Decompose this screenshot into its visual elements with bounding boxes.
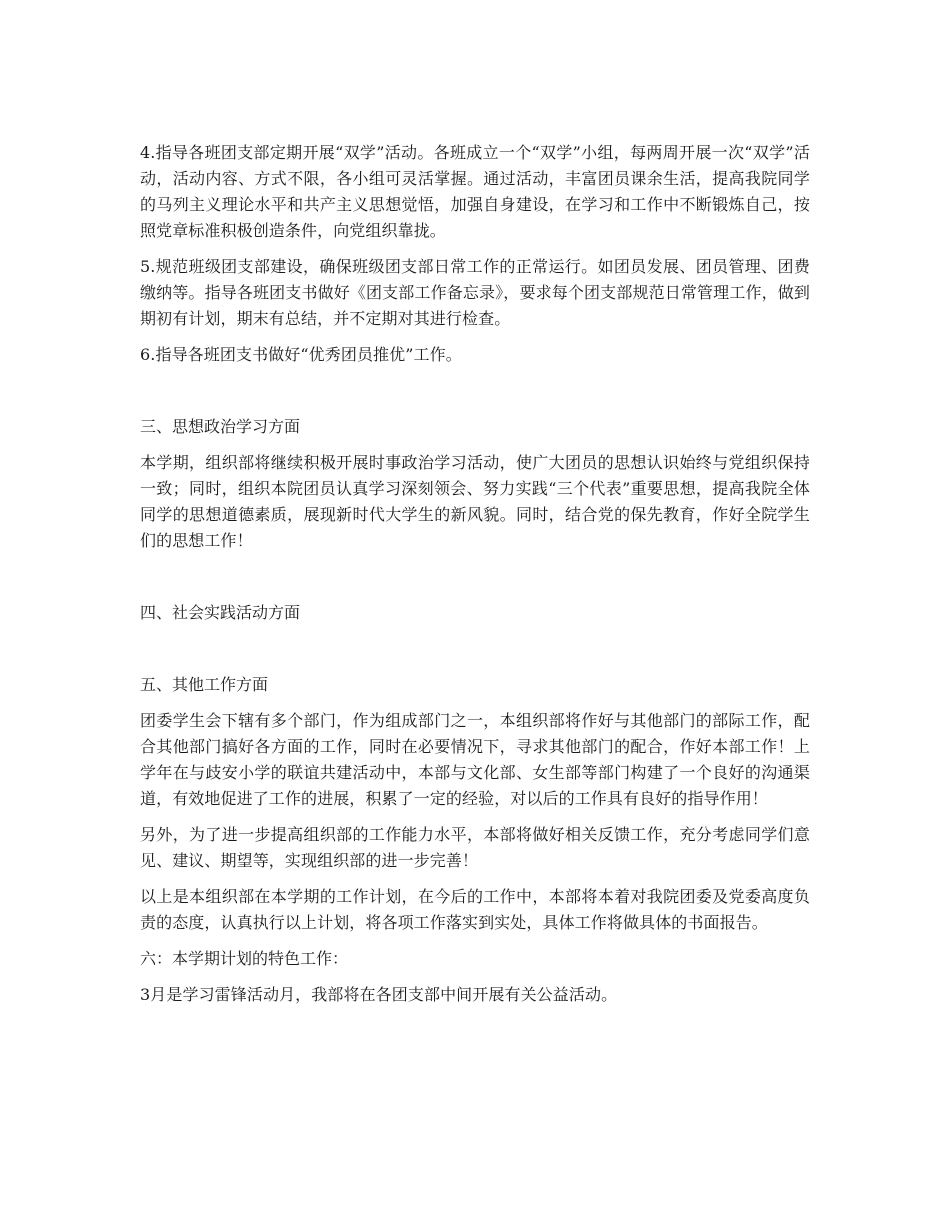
paragraph-summary: 以上是本组织部在本学期的工作计划，在今后的工作中，本部将本着对我院团委及党委高度负责的态度，认真执行以上计划，将各项工作落实到实处，具体工作将做具体的书面报告。	[140, 887, 810, 932]
paragraph-cooperation: 团委学生会下辖有多个部门，作为组成部门之一，本组织部将作好与其他部门的部际工作，配合其他部门搞好各方面的工作，同时在必要情况下，寻求其他部门的配合，作好本部工作！上学年在与歧安小学的联谊共建活动中，本部与文化部、女生部等部门构建了一个良好的沟通渠道，有效地促进了工作的进展，积累了一定的经验，对以后的工作具有良好的指导作用！	[140, 711, 810, 808]
section-heading-social-practice: 四、社会实践活动方面	[140, 603, 301, 622]
document-page	[140, 140, 810, 1008]
paragraph-excellent-member: 6.指导各班团支书做好“优秀团员推优”工作。	[140, 345, 462, 364]
paragraph-ideology: 本学期，组织部将继续积极开展时事政治学习活动，使广大团员的思想认识始终与党组织保持一致；同时，组织本院团员认真学习深刻领会、努力实践“三个代表”重要思想，提高我院全体同学的思想道德素质，展现新时代大学生的新风貌。同时，结合党的保先教育，作好全院学生们的思想工作！	[140, 453, 810, 550]
section-heading-special-work: 六：本学期计划的特色工作：	[140, 949, 349, 968]
section-heading-other-work: 五、其他工作方面	[140, 675, 269, 694]
paragraph-lei-feng: 3月是学习雷锋活动月，我部将在各团支部中间开展有关公益活动。	[140, 985, 618, 1004]
paragraph-shuangxue: 4.指导各班团支部定期开展“双学”活动。各班成立一个“双学”小组，每两周开展一次“双学”活动，活动内容、方式不限，各小组可灵活掌握。通过活动，丰富团员课余生活，提高我院同学的马列主义理论水平和共产主义思想觉悟，加强自身建设，在学习和工作中不断锻炼自己，按照党章标准积极创造条件，向党组织靠拢。	[140, 143, 810, 240]
paragraph-feedback: 另外，为了进一步提高组织部的工作能力水平，本部将做好相关反馈工作，充分考虑同学们意见、建议、期望等，实现组织部的进一步完善！	[140, 825, 810, 870]
section-heading-ideology: 三、思想政治学习方面	[140, 417, 301, 436]
paragraph-branch-building: 5.规范班级团支部建设，确保班级团支部日常工作的正常运行。如团员发展、团员管理、团费缴纳等。指导各班团支书做好《团支部工作备忘录》，要求每个团支部规范日常管理工作，做到期初有计划，期末有总结，并不定期对其进行检查。	[140, 257, 810, 328]
